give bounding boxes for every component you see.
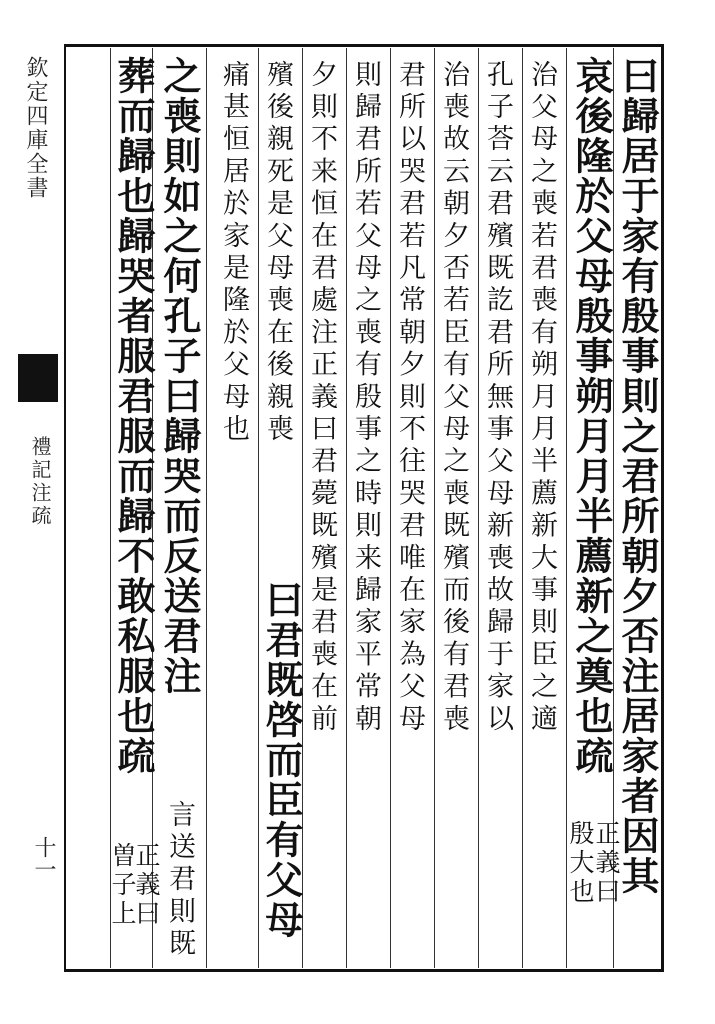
text-column-9-small: 殯後親死是父母喪在後親喪 xyxy=(262,60,293,447)
text-column-12-note-left: 曽子上 xyxy=(108,842,137,929)
column-rule xyxy=(390,48,391,968)
text-column-12: 葬而歸也歸哭者服君服而歸不敢私服也疏 xyxy=(111,56,156,776)
text-column-2: 哀後隆於父母殷事朔月月半薦新之奠也疏 xyxy=(569,56,614,776)
text-column-12-note-right: 正義曰 xyxy=(132,842,161,929)
column-rule xyxy=(434,48,435,968)
text-column-1: 曰歸居于家有殷事則之君所朝夕否注居家者因其 xyxy=(615,56,660,896)
text-column-3: 治父母之喪若君喪有朔月月半薦新大事則臣之適 xyxy=(526,60,557,737)
column-rule xyxy=(522,48,523,968)
text-column-5: 治喪故云朝夕否若臣有父母之喪既殯而後有君喪 xyxy=(438,60,469,737)
page-left-margin xyxy=(0,36,62,976)
column-rule xyxy=(346,48,347,968)
text-column-2-note-left: 殷大也 xyxy=(566,820,595,907)
column-rule xyxy=(206,48,207,968)
fish-tail-mark-icon xyxy=(18,354,58,402)
text-column-4: 孔子荅云君殯既訖君所無事父母新喪故歸于家以 xyxy=(482,60,513,737)
text-column-9-big: 曰君既啓而臣有父母 xyxy=(259,580,304,940)
text-column-11-big: 之喪則如之何孔子曰歸哭而反送君注 xyxy=(157,56,202,696)
text-column-7: 則歸君所若父母之喪有殷事之時則来歸家平常朝 xyxy=(350,60,381,737)
text-column-8: 夕則不来恒在君處注正義曰君薨既殯是君喪在前 xyxy=(306,60,337,737)
page-number: 十一 xyxy=(31,836,56,880)
margin-book-title: 禮記注疏 xyxy=(28,436,52,528)
text-column-2-note-right: 正義曰 xyxy=(592,820,621,907)
text-column-11-small: 言送君則既 xyxy=(164,800,195,961)
edge-book-title: 欽定四庫全書 xyxy=(23,56,48,200)
text-column-10: 痛甚恒居於家是隆於父母也 xyxy=(218,60,249,447)
text-column-6: 君所以哭君若凡常朝夕則不往哭君唯在家為父母 xyxy=(394,60,425,737)
column-rule xyxy=(478,48,479,968)
